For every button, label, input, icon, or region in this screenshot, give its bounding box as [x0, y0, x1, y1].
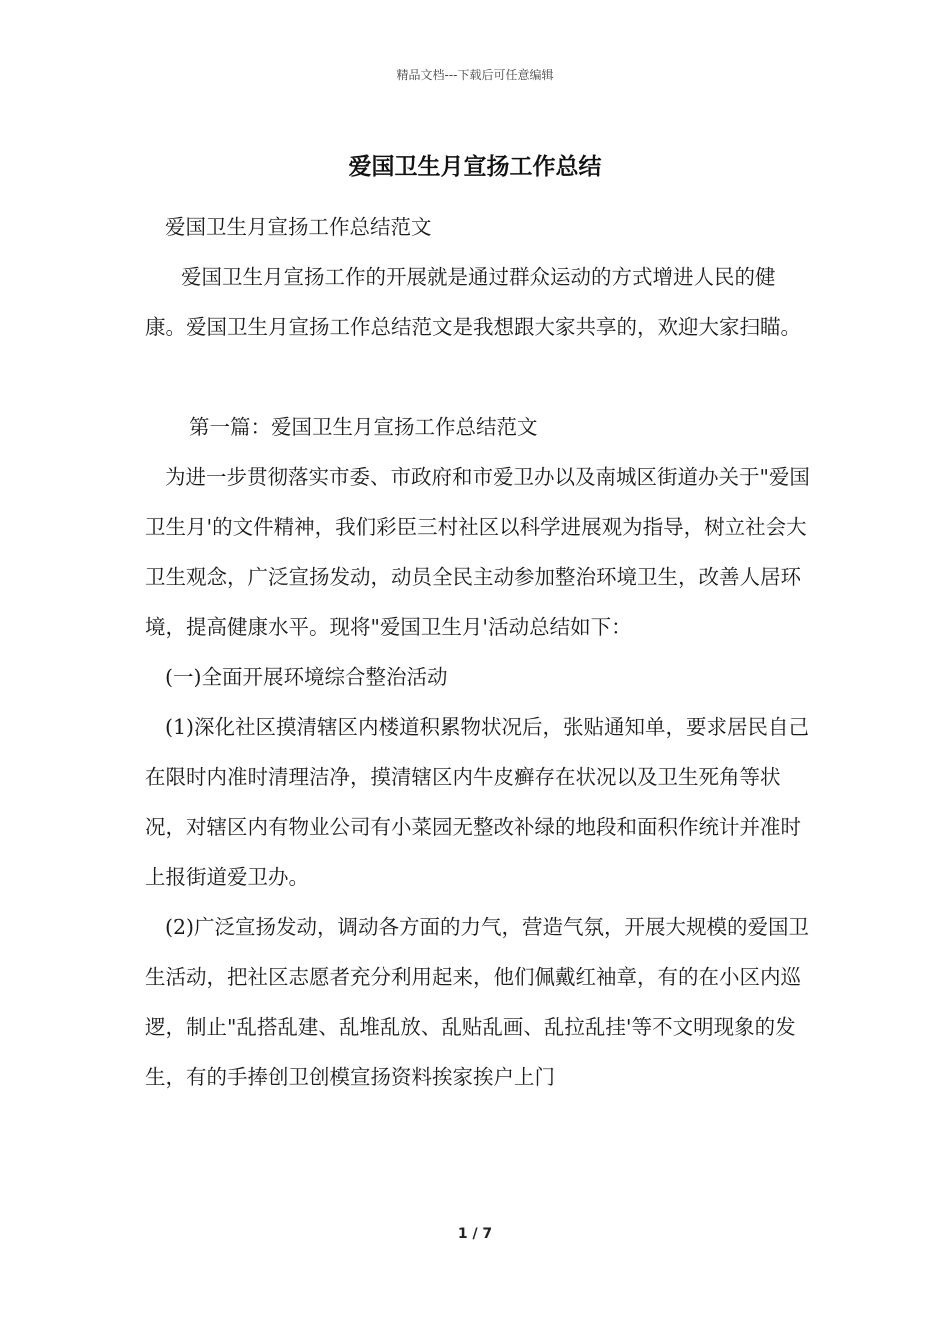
section-heading: 第一篇：爱国卫生月宣扬工作总结范文 [189, 415, 538, 439]
document-body [145, 202, 813, 1102]
paragraph-item-1: (1)深化社区摸清辖区内楼道积累物状况后，张贴通知单，要求居民自己在限时内准时清理洁净，摸清辖区内牛皮癣存在状况以及卫生死角等状况，对辖区内有物业公司有小菜园无整改补绿的地段和面积作统计并准时上报街道爱卫办。 [145, 715, 810, 889]
paragraph-intro: 爱国卫生月宣扬工作的开展就是通过群众运动的方式增进人民的健康。爱国卫生月宣扬工作总结范文是我想跟大家共享的，欢迎大家扫瞄。 [145, 265, 801, 339]
paragraph-background: 为进一步贯彻落实市委、市政府和市爱卫办以及南城区街道办关于"爱国卫生月'的文件精神，我们彩臣三村社区以科学进展观为指导，树立社会大卫生观念，广泛宣扬发动，动员全民主动参加整治环境卫生，改善人居环境，提高健康水平。现将"爱国卫生月'活动总结如下： [145, 465, 810, 639]
page-number: 1 / 7 [457, 1226, 493, 1242]
document-title: 爱国卫生月宣扬工作总结 [348, 153, 602, 180]
document-subtitle: 爱国卫生月宣扬工作总结范文 [165, 215, 432, 239]
paragraph-item-2: (2)广泛宣扬发动，调动各方面的力气，营造气氛，开展大规模的爱国卫生活动，把社区志愿者充分利用起来，他们佩戴红袖章，有的在小区内巡逻，制止"乱搭乱建、乱堆乱放、乱贴乱画、乱拉乱挂'等不文明现象的发生，有的手捧创卫创模宣扬资料挨家挨户上门 [145, 915, 810, 1089]
page-header-note: 精品文档---下载后可任意编辑 [396, 68, 554, 82]
subsection-heading: (一)全面开展环境综合整治活动 [165, 665, 448, 689]
blank-line [145, 352, 813, 402]
